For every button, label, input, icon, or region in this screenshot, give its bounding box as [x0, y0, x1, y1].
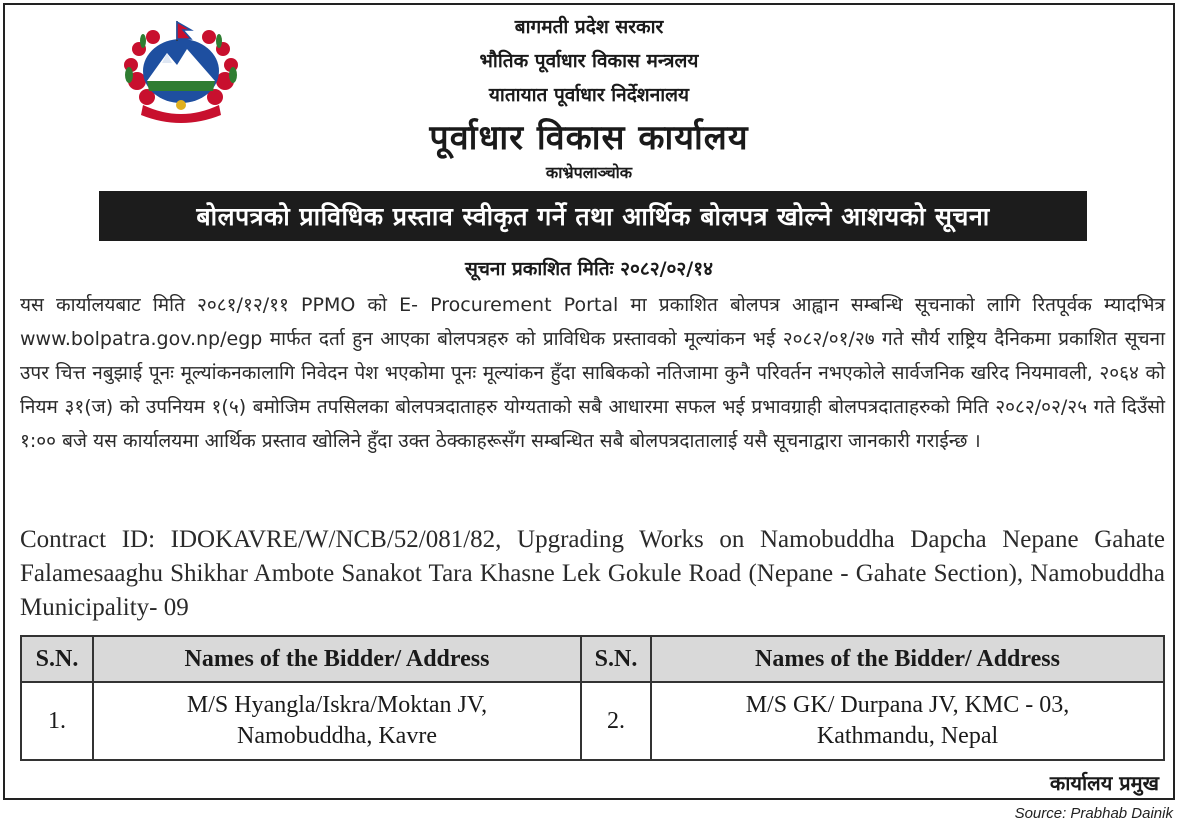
bidder-table	[20, 635, 1165, 761]
sn-cell: 1.	[21, 682, 93, 760]
bidder-name: M/S Hyangla/Iskra/Moktan JV,	[186, 692, 488, 718]
header-sn-1: S.N.	[21, 636, 93, 682]
header-province: बागमती प्रदेश सरकार	[514, 16, 664, 38]
bidder-cell	[93, 682, 581, 760]
source-credit: Source: Prabhab Dainik	[1014, 805, 1173, 822]
header-ministry: भौतिक पूर्वाधार विकास मन्त्रलय	[479, 50, 699, 72]
notice-frame	[3, 3, 1175, 800]
header-bidder-1: Names of the Bidder/ Address	[93, 636, 581, 682]
header-location: काभ्रेपलाञ्चोक	[545, 163, 633, 182]
bidder-cell	[651, 682, 1164, 760]
bidder-name: M/S GK/ Durpana JV, KMC - 03,	[745, 692, 1070, 718]
notice-body: यस कार्यालयबाट मिति २०८१/१२/११ PPMO को E- Procurement Portal मा प्रकाशित बोलपत्र आह्वान सम्बन्धि सूचनाको लागि रितपूर्वक म्यादभित्र www.bolpatra.gov.np/egp मार्फत दर्ता हुन आएका बोलपत्रहरु को प्राविधिक प्रस्तावको मूल्यांकन भई २०८२/०१/२७ गते सौर्य राष्ट्रिय दैनिकमा प्रकाशित सूचना उपर चित्त नबुझाई पूनः मूल्यांकनकालागि निवेदन पेश भएकोमा पूनः मूल्यांकन हुँदा साबिकको नतिजामा कुनै परिवर्तन नभएकोले सार्वजनिक खरिद नियमावली, २०६४ को नियम ३१(ज) को उपनियम १(५) बमोजिम तपसिलका बोलपत्रदाताहरु योग्यताको सबै आधारमा सफल भई प्रभावग्राही बोलपत्रदाताहरुको मिति २०८२/०२/२५ गते दिउँसो १:०० बजे यस कार्यालयमा आर्थिक प्रस्ताव खोलिने हुँदा उक्त ठेक्काहरूसँग सम्बन्धित सबै बोलपत्रदातालाई यसै सूचनाद्वारा जानकारी गराईन्छ ।	[20, 294, 1165, 452]
bidder-address: Kathmandu, Nepal	[816, 723, 999, 749]
header-bidder-2: Names of the Bidder/ Address	[651, 636, 1164, 682]
bidder-address: Namobuddha, Kavre	[237, 723, 437, 749]
sn-cell: 2.	[581, 682, 651, 760]
contract-details: Contract ID: IDOKAVRE/W/NCB/52/081/82, Upgrading Works on Namobuddha Dapcha Nepane Gahate Falamesaaghu Shikhar Ambote Sanakot Tara Khasne Lek Gokule Road (Nepane - Gahate Section), Namobuddha Municipality- 09	[20, 526, 1165, 621]
table-row	[21, 682, 1164, 760]
published-date: सूचना प्रकाशित मितिः २०८२/०२/१४	[464, 258, 713, 280]
notice-title-banner: बोलपत्रको प्राविधिक प्रस्ताव स्वीकृत गर्ने तथा आर्थिक बोलपत्र खोल्ने आशयको सूचना	[99, 191, 1087, 241]
header-sn-2: S.N.	[581, 636, 651, 682]
signature-office-chief: कार्यालय प्रमुख	[1049, 771, 1159, 795]
table-header-row	[21, 636, 1164, 682]
header-office: पूर्वाधार विकास कार्यालय	[429, 118, 749, 158]
header-directorate: यातायात पूर्वाधार निर्देशनालय	[488, 84, 690, 106]
